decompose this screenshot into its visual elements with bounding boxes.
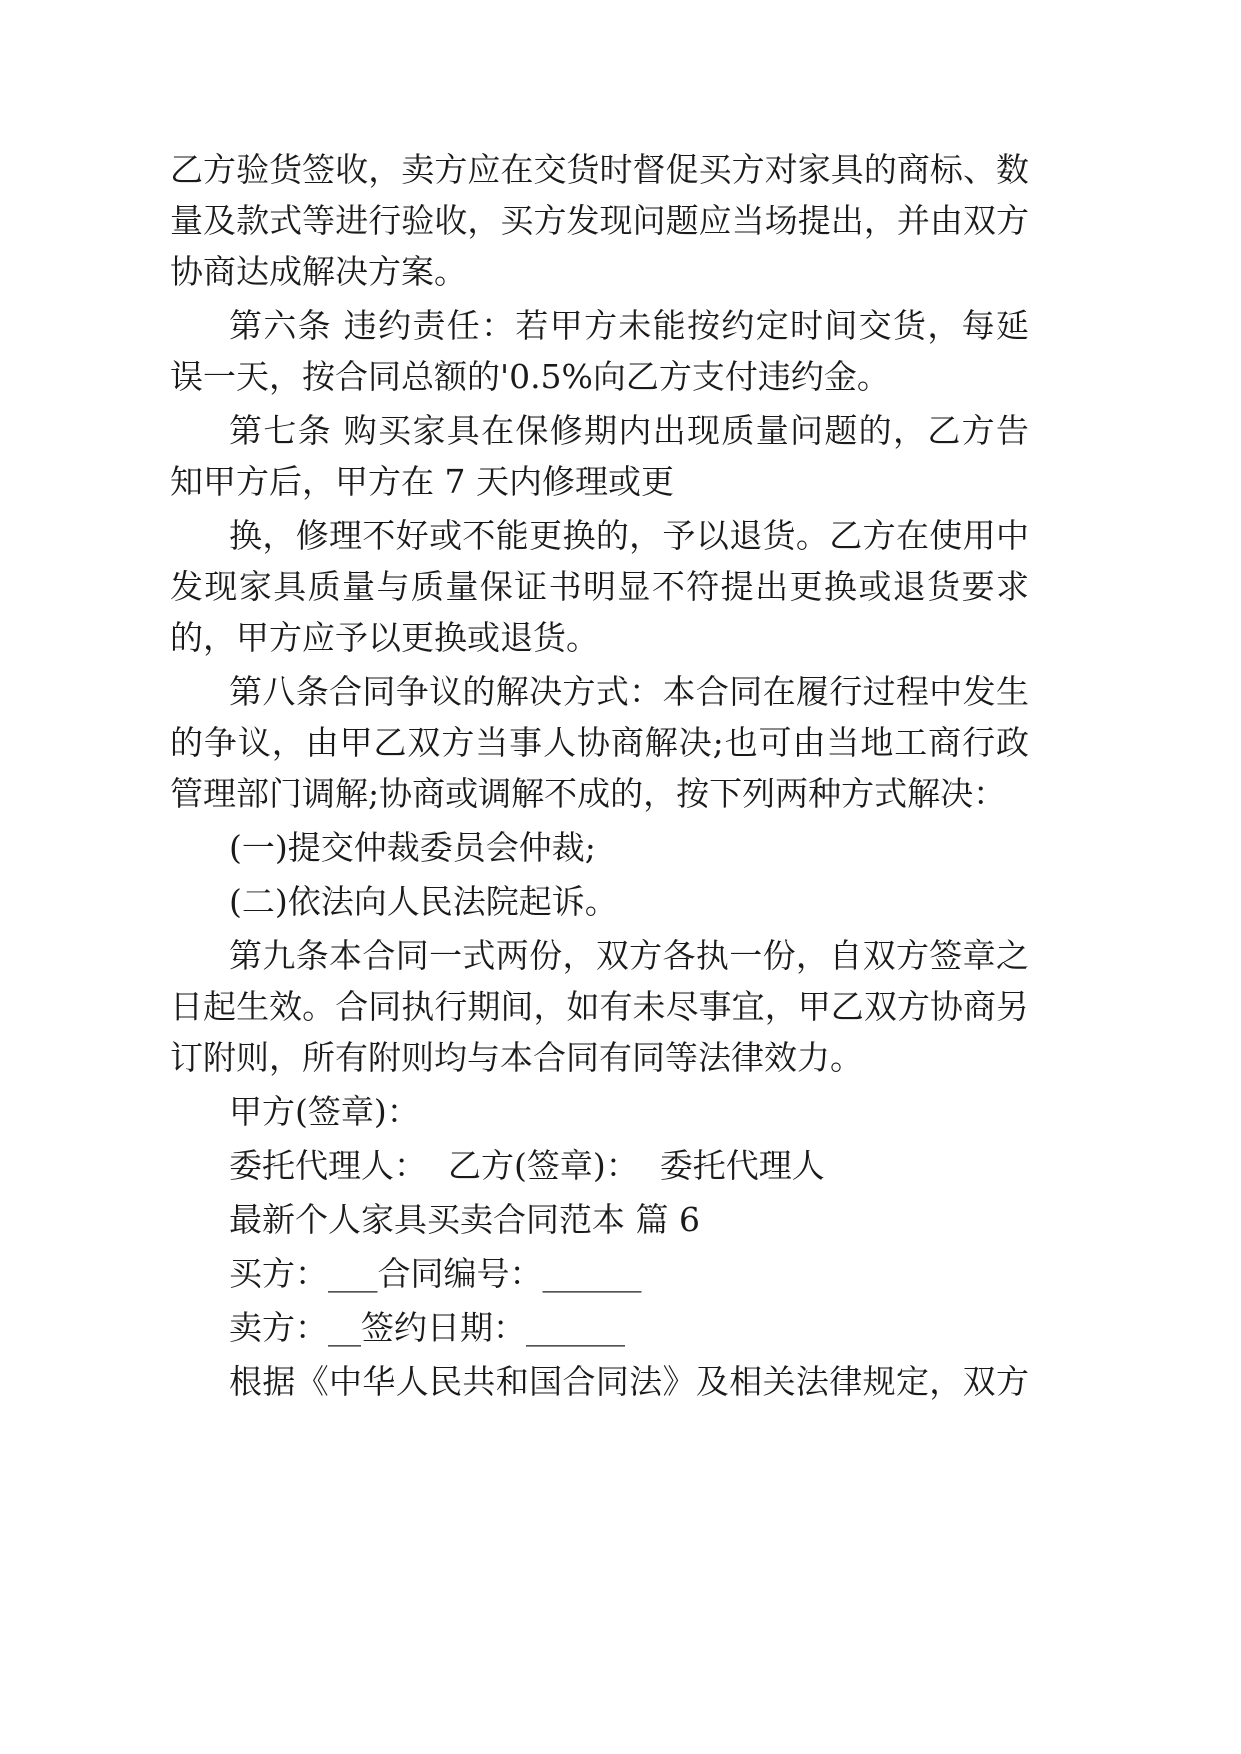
article-9-line-3: 订附则，所有附则均与本合同有同等法律效力。 [170, 1038, 863, 1077]
option-2: (二)依法向人民法院起诉。 [229, 882, 618, 921]
article-8-line-1: 第八条合同争议的解决方式：本合同在履行过程中发生 [229, 672, 1029, 711]
buyer-contract-number: 买方：___合同编号：______ [229, 1254, 642, 1293]
agents-signature-line: 委托代理人： 乙方(签章)： 委托代理人 [229, 1146, 825, 1185]
article-6-line-1: 第六条 违约责任：若甲方未能按约定时间交货，每延 [229, 306, 1029, 345]
article-7-line-3: 换，修理不好或不能更换的，予以退货。乙方在使用中 [229, 516, 1029, 555]
party-a-signature: 甲方(签章)： [229, 1092, 420, 1131]
article-7-line-5: 的，甲方应予以更换或退货。 [170, 618, 599, 657]
article-8-line-2: 的争议，由甲乙双方当事人协商解决;也可由当地工商行政 [170, 723, 1029, 762]
article-9-line-2: 日起生效。合同执行期间，如有未尽事宜，甲乙双方协商另 [170, 987, 1029, 1026]
text-line-3: 协商达成解决方案。 [170, 252, 467, 291]
legal-basis-line: 根据《中华人民共和国合同法》及相关法律规定，双方 [229, 1362, 1029, 1401]
article-7-line-2: 知甲方后，甲方在 7 天内修理或更 [170, 462, 674, 501]
text-line-2: 量及款式等进行验收，买方发现问题应当场提出，并由双方 [170, 201, 1029, 240]
article-7-line-4: 发现家具质量与质量保证书明显不符提出更换或退货要求 [170, 567, 1029, 606]
article-9-line-1: 第九条本合同一式两份，双方各执一份，自双方签章之 [229, 936, 1029, 975]
article-6-line-2: 误一天，按合同总额的'0.5%向乙方支付违约金。 [170, 357, 890, 396]
article-8-line-3: 管理部门调解;协商或调解不成的，按下列两种方式解决： [170, 774, 1007, 813]
text-line-1: 乙方验货签收，卖方应在交货时督促买方对家具的商标、数 [170, 150, 1029, 189]
option-1: (一)提交仲裁委员会仲裁; [229, 828, 596, 867]
seller-signing-date: 卖方：__签约日期：______ [229, 1308, 625, 1347]
article-7-line-1: 第七条 购买家具在保修期内出现质量问题的，乙方告 [229, 411, 1029, 450]
section-heading: 最新个人家具买卖合同范本 篇 6 [229, 1200, 700, 1239]
